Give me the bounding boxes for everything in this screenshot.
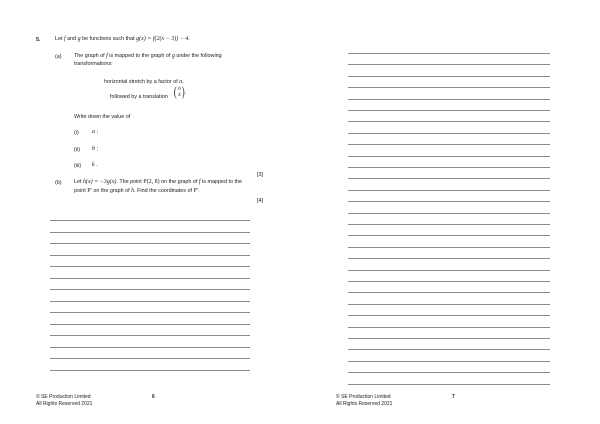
answer-line — [50, 289, 250, 290]
answer-line — [348, 133, 550, 134]
answer-line — [348, 144, 550, 145]
answer-line — [50, 335, 250, 336]
answer-line — [348, 270, 550, 271]
answer-line — [50, 370, 250, 371]
part-b-line2: point P′ on the graph of h. Find the coordinates of P′. — [74, 188, 200, 194]
answer-line — [50, 278, 250, 279]
answer-line — [50, 301, 250, 302]
answer-line — [348, 292, 550, 293]
answer-line — [348, 281, 550, 282]
page-number: 7 — [452, 394, 455, 400]
vector-bottom: k — [178, 92, 181, 98]
answer-line — [50, 255, 250, 256]
part-b-marks: [4] — [257, 198, 263, 204]
answer-line — [50, 243, 250, 244]
answer-line — [348, 338, 550, 339]
answer-line — [348, 121, 550, 122]
part-b-line1: Let h(x) = −3g(x). The point P(2, 8) on the graph of f is mapped to the — [74, 179, 242, 185]
answer-line — [50, 324, 250, 325]
answer-line — [348, 213, 550, 214]
question-intro: Let f and g be functions such that g(x) = f(2(x − 3)) − 4. — [55, 36, 190, 42]
left-paren-icon: ( — [173, 85, 177, 100]
part-b-label: (b) — [55, 180, 62, 186]
answer-line — [348, 156, 550, 157]
part-a-label: (a) — [55, 54, 62, 60]
item-iii-value: k . — [92, 162, 98, 168]
part-a-instruction: Write down the value of — [74, 114, 131, 120]
answer-line — [348, 64, 550, 65]
item-i-value: a ; — [92, 129, 98, 135]
answer-line — [348, 258, 550, 259]
answer-line — [348, 235, 550, 236]
answer-line — [50, 347, 250, 348]
answer-line — [348, 247, 550, 248]
answer-line — [348, 327, 550, 328]
item-ii-label: (ii) — [74, 147, 80, 153]
right-footer — [336, 394, 392, 408]
answer-line — [348, 372, 550, 373]
answer-line — [348, 76, 550, 77]
part-a-line2: transformations: — [74, 61, 113, 67]
answer-line — [348, 53, 550, 54]
answer-line — [50, 220, 250, 221]
answer-line — [348, 361, 550, 362]
translation-vector: ( b k ) . — [173, 85, 187, 100]
answer-line — [348, 201, 550, 202]
answer-line — [50, 266, 250, 267]
item-ii-value: b ; — [92, 146, 98, 152]
item-i-label: (i) — [74, 130, 79, 136]
answer-line — [348, 190, 550, 191]
item-iii-label: (iii) — [74, 163, 82, 169]
answer-line — [348, 384, 550, 385]
rights: All Rights Reserved 2021 — [36, 400, 93, 407]
copyright: © SE Production Limited — [36, 394, 91, 400]
answer-line — [348, 224, 550, 225]
answer-line — [50, 358, 250, 359]
question-number: 5. — [36, 37, 41, 43]
answer-line — [348, 304, 550, 305]
transformation-translation: followed by a translation — [110, 94, 168, 100]
answer-line — [50, 312, 250, 313]
answer-line — [348, 349, 550, 350]
answer-line — [348, 110, 550, 111]
answer-line — [348, 178, 550, 179]
answer-line — [348, 315, 550, 316]
transformation-stretch: horizontal stretch by a factor of a, — [104, 79, 184, 85]
vector-top: b — [178, 86, 181, 93]
copyright: © SE Production Limited — [336, 394, 391, 400]
left-footer — [36, 394, 92, 408]
answer-line — [50, 232, 250, 233]
answer-line — [348, 167, 550, 168]
answer-line — [348, 87, 550, 88]
page-number: 6 — [152, 394, 155, 400]
rights: All Rights Reserved 2021 — [336, 400, 393, 407]
right-paren-icon: ) — [182, 85, 186, 100]
part-a-line1: The graph of f is mapped to the graph of g under the following — [74, 53, 222, 59]
part-a-marks: [3] — [257, 172, 263, 178]
answer-line — [348, 99, 550, 100]
